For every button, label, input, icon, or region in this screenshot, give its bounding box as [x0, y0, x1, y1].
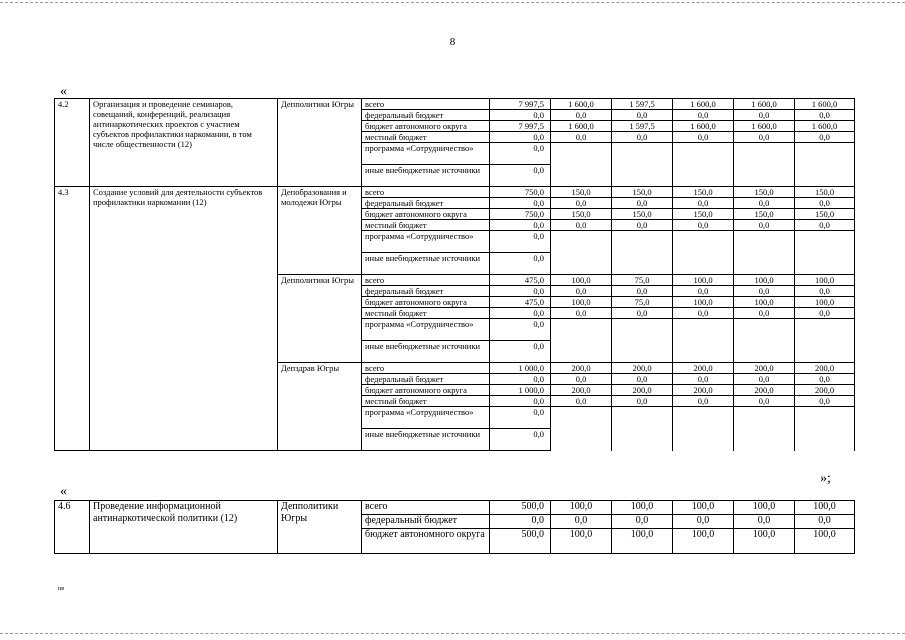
value-cell: 500,0	[490, 501, 551, 515]
value-cell: 0,0	[490, 198, 551, 209]
empty-cell	[673, 429, 734, 451]
value-cell: 200,0	[734, 363, 795, 374]
value-cell: 150,0	[734, 187, 795, 198]
source-label: местный бюджет	[362, 308, 490, 319]
empty-cell	[551, 231, 612, 253]
empty-cell	[612, 429, 673, 451]
source-label: бюджет автономного округа	[362, 385, 490, 396]
empty-cell	[612, 231, 673, 253]
funding-table-2	[54, 500, 855, 554]
source-label: всего	[362, 275, 490, 286]
value-cell: 0,0	[551, 110, 612, 121]
value-cell: 750,0	[490, 187, 551, 198]
value-cell: 0,0	[490, 231, 551, 253]
scan-edge-top	[0, 2, 905, 3]
value-cell: 100,0	[734, 275, 795, 286]
value-cell: 1 600,0	[795, 99, 855, 110]
value-cell: 0,0	[673, 132, 734, 143]
value-cell: 500,0	[490, 529, 551, 554]
empty-cell	[734, 341, 795, 363]
value-cell: 0,0	[673, 308, 734, 319]
value-cell: 0,0	[490, 308, 551, 319]
value-cell: 100,0	[673, 501, 734, 515]
value-cell: 0,0	[734, 220, 795, 231]
empty-cell	[551, 429, 612, 451]
value-cell: 150,0	[795, 209, 855, 220]
value-cell: 100,0	[551, 297, 612, 308]
source-label: всего	[362, 501, 490, 515]
value-cell: 0,0	[673, 286, 734, 297]
value-cell: 0,0	[490, 407, 551, 429]
value-cell: 0,0	[795, 396, 855, 407]
value-cell: 0,0	[490, 396, 551, 407]
source-label: федеральный бюджет	[362, 198, 490, 209]
empty-cell	[612, 341, 673, 363]
value-cell: 7 997,5	[490, 99, 551, 110]
value-cell: 1 600,0	[551, 99, 612, 110]
source-label: всего	[362, 187, 490, 198]
empty-cell	[551, 165, 612, 187]
value-cell: 1 600,0	[551, 121, 612, 132]
value-cell: 1 597,5	[612, 121, 673, 132]
funding-table	[54, 98, 855, 451]
source-label: иные внебюджетные источники	[362, 165, 490, 187]
value-cell: 150,0	[612, 187, 673, 198]
value-cell: 0,0	[490, 286, 551, 297]
source-label: всего	[362, 99, 490, 110]
table-row	[55, 501, 855, 515]
source-label: всего	[362, 363, 490, 374]
value-cell: 0,0	[734, 132, 795, 143]
value-cell: 200,0	[734, 385, 795, 396]
empty-cell	[551, 341, 612, 363]
source-label: федеральный бюджет	[362, 110, 490, 121]
value-cell: 0,0	[795, 220, 855, 231]
value-cell: 100,0	[551, 529, 612, 554]
source-label: бюджет автономного округа	[362, 121, 490, 132]
value-cell: 0,0	[612, 374, 673, 385]
value-cell: 0,0	[490, 110, 551, 121]
item-number: 4.3	[55, 187, 90, 451]
value-cell: 0,0	[795, 286, 855, 297]
value-cell: 0,0	[551, 396, 612, 407]
footer-mark: пв	[58, 586, 65, 592]
source-label: программа «Сотрудничество»	[362, 143, 490, 165]
value-cell: 0,0	[612, 220, 673, 231]
empty-cell	[673, 231, 734, 253]
value-cell: 0,0	[734, 286, 795, 297]
value-cell: 0,0	[551, 308, 612, 319]
page-number: 8	[449, 36, 456, 48]
value-cell: 0,0	[795, 132, 855, 143]
value-cell: 0,0	[490, 429, 551, 451]
empty-cell	[795, 319, 855, 341]
empty-cell	[795, 253, 855, 275]
value-cell: 200,0	[795, 363, 855, 374]
value-cell: 0,0	[673, 110, 734, 121]
value-cell: 0,0	[795, 308, 855, 319]
empty-cell	[673, 253, 734, 275]
scan-edge-bottom	[0, 633, 905, 634]
empty-cell	[612, 407, 673, 429]
value-cell: 0,0	[490, 515, 551, 529]
empty-cell	[734, 319, 795, 341]
table-row	[55, 187, 855, 198]
value-cell: 0,0	[490, 132, 551, 143]
value-cell: 150,0	[734, 209, 795, 220]
value-cell: 0,0	[490, 319, 551, 341]
empty-cell	[673, 319, 734, 341]
executor: Депполитики Югры	[278, 275, 362, 363]
value-cell: 0,0	[673, 396, 734, 407]
value-cell: 0,0	[490, 220, 551, 231]
value-cell: 0,0	[795, 374, 855, 385]
value-cell: 0,0	[551, 132, 612, 143]
value-cell: 0,0	[551, 220, 612, 231]
value-cell: 100,0	[734, 297, 795, 308]
value-cell: 0,0	[612, 110, 673, 121]
value-cell: 0,0	[551, 286, 612, 297]
value-cell: 0,0	[673, 220, 734, 231]
value-cell: 200,0	[795, 385, 855, 396]
open-quote-1: «	[60, 84, 67, 99]
value-cell: 475,0	[490, 275, 551, 286]
value-cell: 0,0	[612, 396, 673, 407]
value-cell: 475,0	[490, 297, 551, 308]
empty-cell	[673, 407, 734, 429]
close-quote: »;	[820, 471, 831, 486]
value-cell: 0,0	[734, 308, 795, 319]
value-cell: 0,0	[673, 198, 734, 209]
value-cell: 200,0	[612, 363, 673, 374]
value-cell: 0,0	[490, 374, 551, 385]
value-cell: 0,0	[612, 286, 673, 297]
source-label: федеральный бюджет	[362, 515, 490, 529]
item-name: Создание условий для деятельности субъектов профилактики наркомании (12)	[90, 187, 278, 451]
source-label: иные внебюджетные источники	[362, 429, 490, 451]
source-label: программа «Сотрудничество»	[362, 231, 490, 253]
value-cell: 0,0	[551, 374, 612, 385]
executor: Депполитики Югры	[278, 501, 362, 554]
empty-cell	[551, 143, 612, 165]
value-cell: 0,0	[612, 132, 673, 143]
source-label: бюджет автономного округа	[362, 529, 490, 554]
executor: Депполитики Югры	[278, 99, 362, 187]
value-cell: 1 600,0	[673, 121, 734, 132]
empty-cell	[612, 143, 673, 165]
source-label: местный бюджет	[362, 132, 490, 143]
value-cell: 0,0	[795, 110, 855, 121]
source-label: бюджет автономного округа	[362, 209, 490, 220]
value-cell: 0,0	[734, 396, 795, 407]
source-label: программа «Сотрудничество»	[362, 407, 490, 429]
item-name: Проведение информационной антинаркотической политики (12)	[90, 501, 278, 554]
value-cell: 75,0	[612, 297, 673, 308]
value-cell: 0,0	[734, 515, 795, 529]
empty-cell	[795, 143, 855, 165]
empty-cell	[612, 165, 673, 187]
table-row	[55, 99, 855, 110]
empty-cell	[795, 165, 855, 187]
value-cell: 0,0	[612, 308, 673, 319]
value-cell: 100,0	[673, 297, 734, 308]
source-label: иные внебюджетные источники	[362, 341, 490, 363]
value-cell: 200,0	[673, 363, 734, 374]
value-cell: 0,0	[551, 515, 612, 529]
value-cell: 0,0	[490, 341, 551, 363]
executor: Депздрав Югры	[278, 363, 362, 451]
empty-cell	[795, 407, 855, 429]
value-cell: 0,0	[795, 515, 855, 529]
value-cell: 0,0	[490, 165, 551, 187]
value-cell: 100,0	[734, 529, 795, 554]
value-cell: 0,0	[490, 253, 551, 275]
value-cell: 1 600,0	[795, 121, 855, 132]
value-cell: 75,0	[612, 275, 673, 286]
value-cell: 1 000,0	[490, 363, 551, 374]
empty-cell	[795, 429, 855, 451]
value-cell: 100,0	[795, 501, 855, 515]
value-cell: 100,0	[551, 275, 612, 286]
source-label: бюджет автономного округа	[362, 297, 490, 308]
value-cell: 100,0	[795, 529, 855, 554]
empty-cell	[734, 143, 795, 165]
empty-cell	[734, 253, 795, 275]
item-name: Организация и проведение семинаров, совещаний, конференций, реализация антинаркотических проектов с участием субъектов профилактики наркомании, в том числе общественности (12)	[90, 99, 278, 187]
value-cell: 200,0	[551, 385, 612, 396]
source-label: программа «Сотрудничество»	[362, 319, 490, 341]
value-cell: 0,0	[612, 515, 673, 529]
source-label: федеральный бюджет	[362, 286, 490, 297]
item-number: 4.2	[55, 99, 90, 187]
value-cell: 150,0	[551, 187, 612, 198]
value-cell: 150,0	[673, 209, 734, 220]
empty-cell	[734, 429, 795, 451]
value-cell: 1 597,5	[612, 99, 673, 110]
item-number: 4.6	[55, 501, 90, 554]
value-cell: 100,0	[795, 297, 855, 308]
value-cell: 0,0	[734, 374, 795, 385]
empty-cell	[673, 143, 734, 165]
value-cell: 7 997,5	[490, 121, 551, 132]
value-cell: 100,0	[673, 529, 734, 554]
value-cell: 0,0	[673, 374, 734, 385]
source-label: местный бюджет	[362, 220, 490, 231]
empty-cell	[673, 341, 734, 363]
value-cell: 150,0	[551, 209, 612, 220]
value-cell: 750,0	[490, 209, 551, 220]
empty-cell	[795, 231, 855, 253]
empty-cell	[734, 231, 795, 253]
value-cell: 0,0	[734, 110, 795, 121]
value-cell: 0,0	[490, 143, 551, 165]
value-cell: 100,0	[734, 501, 795, 515]
value-cell: 200,0	[612, 385, 673, 396]
empty-cell	[612, 253, 673, 275]
value-cell: 150,0	[795, 187, 855, 198]
value-cell: 200,0	[673, 385, 734, 396]
value-cell: 100,0	[673, 275, 734, 286]
value-cell: 0,0	[612, 198, 673, 209]
source-label: местный бюджет	[362, 396, 490, 407]
empty-cell	[551, 319, 612, 341]
source-label: федеральный бюджет	[362, 374, 490, 385]
value-cell: 1 600,0	[734, 99, 795, 110]
value-cell: 200,0	[551, 363, 612, 374]
value-cell: 150,0	[673, 187, 734, 198]
empty-cell	[795, 341, 855, 363]
value-cell: 0,0	[734, 198, 795, 209]
value-cell: 1 000,0	[490, 385, 551, 396]
value-cell: 100,0	[612, 501, 673, 515]
value-cell: 100,0	[612, 529, 673, 554]
value-cell: 150,0	[612, 209, 673, 220]
empty-cell	[734, 407, 795, 429]
value-cell: 1 600,0	[673, 99, 734, 110]
open-quote-2: «	[60, 484, 67, 499]
source-label: иные внебюджетные источники	[362, 253, 490, 275]
value-cell: 0,0	[551, 198, 612, 209]
value-cell: 1 600,0	[734, 121, 795, 132]
empty-cell	[551, 253, 612, 275]
executor: Депобразования и молодежи Югры	[278, 187, 362, 275]
value-cell: 0,0	[795, 198, 855, 209]
empty-cell	[551, 407, 612, 429]
empty-cell	[734, 165, 795, 187]
value-cell: 100,0	[795, 275, 855, 286]
empty-cell	[612, 319, 673, 341]
value-cell: 100,0	[551, 501, 612, 515]
value-cell: 0,0	[673, 515, 734, 529]
empty-cell	[673, 165, 734, 187]
